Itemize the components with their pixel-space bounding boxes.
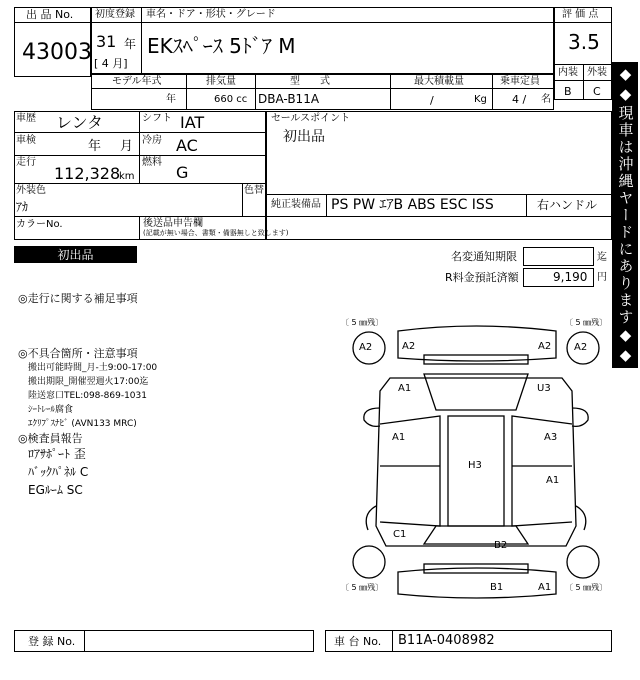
fuel-label: 燃料: [142, 157, 162, 168]
max-load-label: 最大積載量: [414, 76, 464, 87]
repaint-label: 色替: [244, 185, 264, 196]
note-transport-tel: 陸送窓口TEL:098-869-1031: [28, 391, 147, 401]
note-pickup-deadline: 搬出期限_開催翌週火17:00迄: [28, 377, 149, 387]
genuine-label: 純正装備品: [271, 199, 321, 210]
color-no-label: カラーNo.: [16, 219, 63, 230]
mark-wheel-fl: A2: [359, 342, 373, 353]
tire-front-left: 〔 5 ㎜残〕: [341, 318, 384, 327]
inspection-year: 年: [88, 139, 102, 154]
history-value: レンタ: [56, 113, 103, 132]
capacity-label: 乗車定員: [500, 76, 540, 87]
note-engine-room: EGﾙｰﾑ SC: [28, 483, 83, 497]
exterior-grade: C: [593, 85, 601, 98]
mark-rear-bumper-l: B1: [490, 582, 504, 593]
aftermarket-note: (記載が無い場合、書類・備器無しと致します): [143, 229, 289, 237]
color-label: 外装色: [16, 185, 46, 196]
mark-roof: H3: [468, 460, 482, 471]
score-label: 評 価 点: [562, 9, 599, 20]
note-pickup-hours: 搬出可能時間_月-土9:00-17:00: [28, 363, 158, 373]
vehicle-diagram: [340, 316, 612, 601]
mark-door-rr: A1: [546, 475, 560, 486]
note-defects: ◎不具合箇所・注意事項: [18, 347, 138, 360]
sales-point-label: セールスポイント: [271, 113, 351, 124]
chassis-label: 車 台 No.: [334, 635, 382, 648]
yard-banner-text: ◆◆現車は沖縄ヤードにあります◆◆: [616, 64, 635, 366]
vehicle-outline-icon: [340, 316, 612, 601]
mark-quarter-l: C1: [393, 529, 407, 540]
reg-label: 初度登録: [95, 9, 135, 20]
recycle-label: R料金預託済額: [445, 271, 519, 284]
reg-year: 31: [96, 32, 117, 51]
color-value: ｱｶ: [16, 200, 29, 214]
displacement-value: 660 cc: [214, 94, 248, 105]
name-change-label: 名変通知期限: [451, 250, 517, 263]
tire-rear-right: 〔 5 ㎜残〕: [565, 583, 608, 592]
type-label: 型 式: [290, 76, 330, 87]
sales-point-value: 初出品: [283, 129, 325, 145]
yard-banner: [612, 62, 638, 368]
fuel-value: G: [176, 163, 189, 182]
note-navi: ｴｸﾘﾌﾟｽﾅﾋﾞ (AVN133 MRC): [28, 419, 137, 429]
mark-rear-bumper-r: A1: [538, 582, 552, 593]
max-load-value: /: [430, 94, 434, 107]
capacity-unit: 名: [541, 94, 551, 105]
ac-label: 冷房: [142, 135, 162, 146]
max-load-unit: Kg: [474, 94, 487, 105]
mark-front-bumper-l: A2: [402, 341, 416, 352]
reg-month: [ 4 月]: [94, 57, 128, 70]
capacity-value: 4 /: [512, 93, 527, 106]
aftermarket-label: 後送品申告欄: [143, 218, 203, 229]
steering-value: 右ハンドル: [537, 198, 598, 212]
mark-back-door: B2: [494, 540, 508, 551]
mileage-value: 112,328: [54, 164, 121, 183]
lot-label: 出 品 No.: [26, 8, 74, 21]
mileage-unit: km: [119, 171, 135, 182]
model-year-label: モデル年式: [112, 76, 162, 87]
mark-front-bumper-r: A2: [538, 341, 552, 352]
interior-grade: B: [564, 85, 572, 98]
model-name: EKｽﾍﾟｰｽ 5ﾄﾞｱ M: [147, 34, 296, 58]
ac-value: AC: [176, 136, 198, 155]
score-value: 3.5: [568, 30, 600, 54]
first-listing-badge: 初出品: [14, 246, 137, 263]
note-back-panel: ﾊﾞｯｸﾊﾟﾈﾙ C: [28, 465, 89, 479]
registration-label: 登 録 No.: [28, 635, 76, 648]
tire-rear-left: 〔 5 ㎜残〕: [341, 583, 384, 592]
mark-door-fl: A1: [392, 432, 406, 443]
mark-fender-l: A1: [398, 383, 412, 394]
recycle-unit: 円: [597, 272, 607, 283]
inspection-label: 車検: [16, 135, 36, 146]
note-seat-rail: ｼｰﾄﾚｰﾙ腐食: [28, 405, 74, 415]
type-value: DBA-B11A: [258, 92, 320, 106]
lot-number: 43003: [22, 40, 92, 65]
equipment-list: PS PW ｴｱB ABS ESC ISS: [331, 197, 494, 213]
interior-label: 内装: [558, 67, 578, 78]
model-year-value: 年: [166, 94, 176, 105]
chassis-value: B11A-0408982: [398, 633, 495, 648]
inspection-month: 月: [120, 139, 134, 154]
recycle-value: 9,190: [553, 270, 588, 284]
mark-wheel-fr: A2: [574, 342, 588, 353]
displacement-label: 排気量: [206, 76, 236, 87]
mileage-label: 走行: [16, 157, 36, 168]
name-change-unit: 迄: [597, 252, 607, 263]
exterior-label: 外装: [587, 67, 607, 78]
note-inspector: ◎検査員報告: [18, 432, 83, 445]
year-unit: 年: [124, 37, 137, 51]
note-driving: ◎走行に関する補足事項: [18, 292, 138, 305]
mark-door-fr: A3: [544, 432, 558, 443]
mark-fender-r: U3: [537, 383, 551, 394]
note-radiator-support: ﾛｱｻﾎﾟｰﾄ 歪: [28, 447, 86, 461]
tire-front-right: 〔 5 ㎜残〕: [565, 318, 608, 327]
model-label: 車名・ドア・形状・グレード: [146, 9, 276, 20]
shift-value: IAT: [180, 113, 205, 132]
name-change-box: [523, 247, 594, 266]
shift-label: シフト: [142, 113, 172, 124]
history-label: 車歴: [16, 113, 36, 124]
